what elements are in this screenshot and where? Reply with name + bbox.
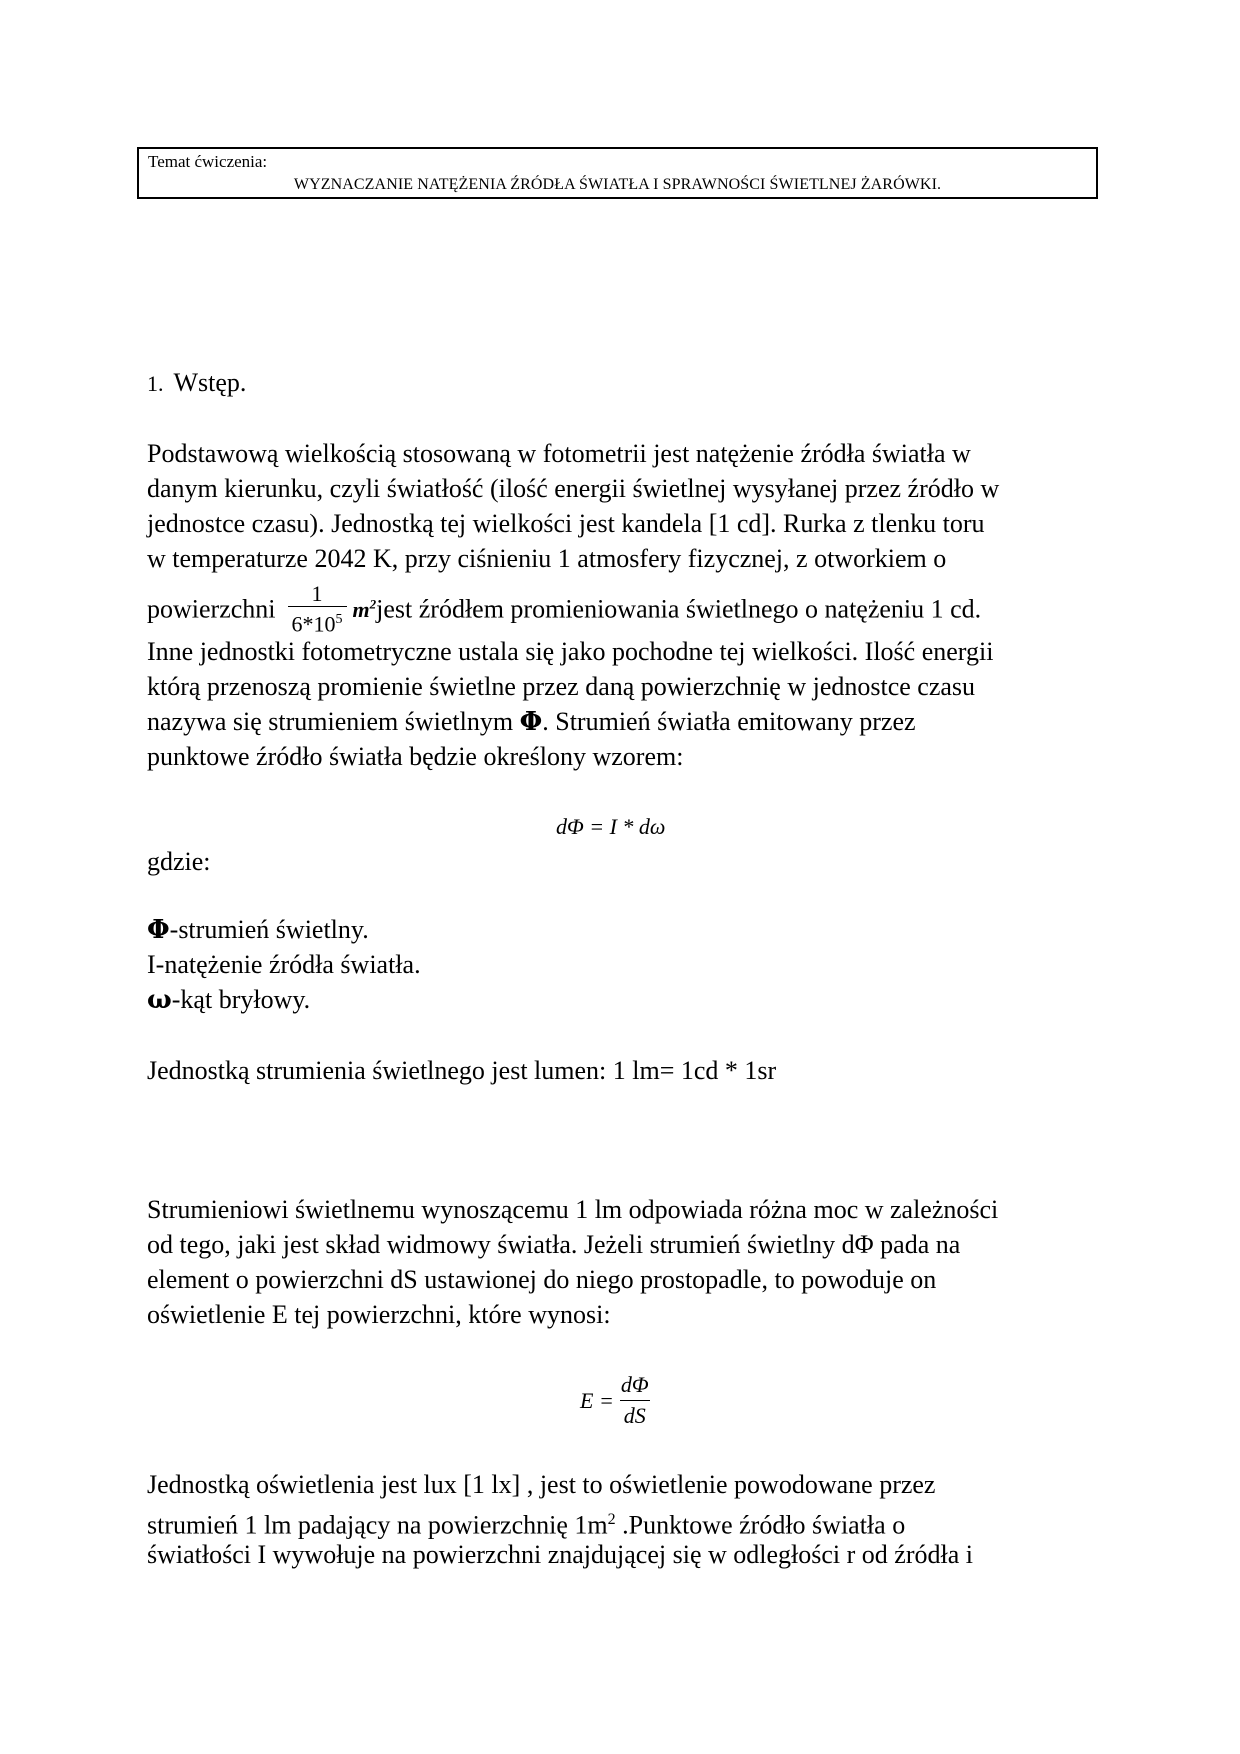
text-line: Podstawową wielkością stosowaną w fotometrii jest natężenie źródła światła w	[147, 439, 971, 468]
text-line: Jednostką oświetlenia jest lux [1 lx] , jest to oświetlenie powodowane przez	[147, 1470, 936, 1499]
text-line: element o powierzchni dS ustawionej do niego prostopadle, to powoduje on	[147, 1265, 937, 1294]
flux-formula: dΦ = I * dω	[556, 814, 666, 839]
section-number: 1.	[147, 371, 164, 396]
formula-denominator: dS	[620, 1400, 650, 1431]
text-line: którą przenoszą promienie świetlne przez daną powierzchnię w jednostce czasu	[147, 672, 976, 701]
formula-fraction	[620, 1370, 650, 1431]
text-line: Strumieniowi świetlnemu wynoszącemu 1 lm odpowiada różna moc w zależności	[147, 1195, 999, 1224]
phi-symbol: Φ	[519, 707, 543, 737]
unit-square-meter	[353, 597, 377, 622]
text-segment: .Punktowe źródło światła o	[615, 1510, 906, 1540]
illuminance-formula	[580, 1370, 650, 1431]
text-segment: strumień 1 lm padający na powierzchnię 1m	[147, 1510, 608, 1540]
definition-item	[147, 982, 421, 1017]
unit-exponent: 2	[369, 597, 377, 612]
text-line: światłości I wywołuje na powierzchni znajdującej się w odległości r od źródła i	[147, 1540, 973, 1569]
definitions-list	[147, 912, 421, 1017]
text-segment: powierzchni	[147, 594, 276, 624]
fraction-denominator	[288, 606, 347, 637]
text-segment: . Strumień światła emitowany przez	[542, 707, 916, 736]
text-line-with-fraction	[147, 576, 999, 637]
text-line: danym kierunku, czyli światłość (ilość energii świetlnej wysyłanej przez źródło w	[147, 474, 1000, 503]
topic-label: Temat ćwiczenia:	[148, 152, 268, 171]
definition-item	[147, 947, 421, 982]
section-heading	[147, 368, 246, 399]
formula-numerator: dΦ	[620, 1372, 649, 1397]
text-line: w temperaturze 2042 K, przy ciśnieniu 1 atmosfery fizycznej, z otworkiem o	[147, 544, 947, 573]
exponent: 2	[607, 1511, 616, 1528]
omega-symbol: ω	[147, 985, 172, 1015]
text-line: punktowe źródło światła będzie określony wzorem:	[147, 742, 684, 771]
text-line	[147, 704, 999, 739]
area-fraction	[288, 582, 347, 637]
text-line: jednostce czasu). Jednostką tej wielkości jest kandela [1 cd]. Rurka z tlenku toru	[147, 509, 985, 538]
text-line: Inne jednostki fotometryczne ustala się jako pochodne tej wielkości. Ilość energii	[147, 637, 994, 666]
topic-title: WYZNACZANIE NATĘŻENIA ŹRÓDŁA ŚWIATŁA I SPRAWNOŚCI ŚWIETLNEJ ŻARÓWKI.	[293, 176, 942, 193]
definition-text: -kąt bryłowy.	[171, 985, 311, 1014]
text-line: oświetlenie E tej powierzchni, które wynosi:	[147, 1300, 611, 1329]
text-line: od tego, jaki jest skład widmowy światła. Jeżeli strumień świetlny dΦ pada na	[147, 1230, 961, 1259]
definition-item	[147, 912, 421, 947]
illuminance-paragraph	[147, 1192, 998, 1332]
text-line	[147, 1502, 973, 1540]
lux-paragraph	[147, 1467, 973, 1572]
topic-box	[137, 147, 1098, 199]
fraction-numerator: 1	[311, 580, 323, 606]
unit-symbol: m	[352, 597, 370, 623]
lumen-definition: Jednostką strumienia świetlnego jest lumen: 1 lm= 1cd * 1sr	[147, 1056, 777, 1085]
where-label: gdzie:	[147, 847, 211, 876]
section-title: Wstęp.	[173, 368, 247, 397]
text-segment: nazywa się strumieniem świetlnym	[147, 707, 514, 736]
denominator-base: 6*10	[291, 611, 336, 637]
denominator-exponent: 5	[335, 611, 343, 627]
phi-symbol: Φ	[147, 915, 170, 945]
text-segment: jest źródłem promieniowania świetlnego o natężeniu 1 cd.	[376, 594, 982, 624]
intro-paragraph	[147, 436, 999, 774]
definition-text: I-natężenie źródła światła.	[147, 950, 421, 979]
definition-text: -strumień świetlny.	[169, 915, 369, 944]
formula-lhs: E =	[580, 1387, 614, 1413]
